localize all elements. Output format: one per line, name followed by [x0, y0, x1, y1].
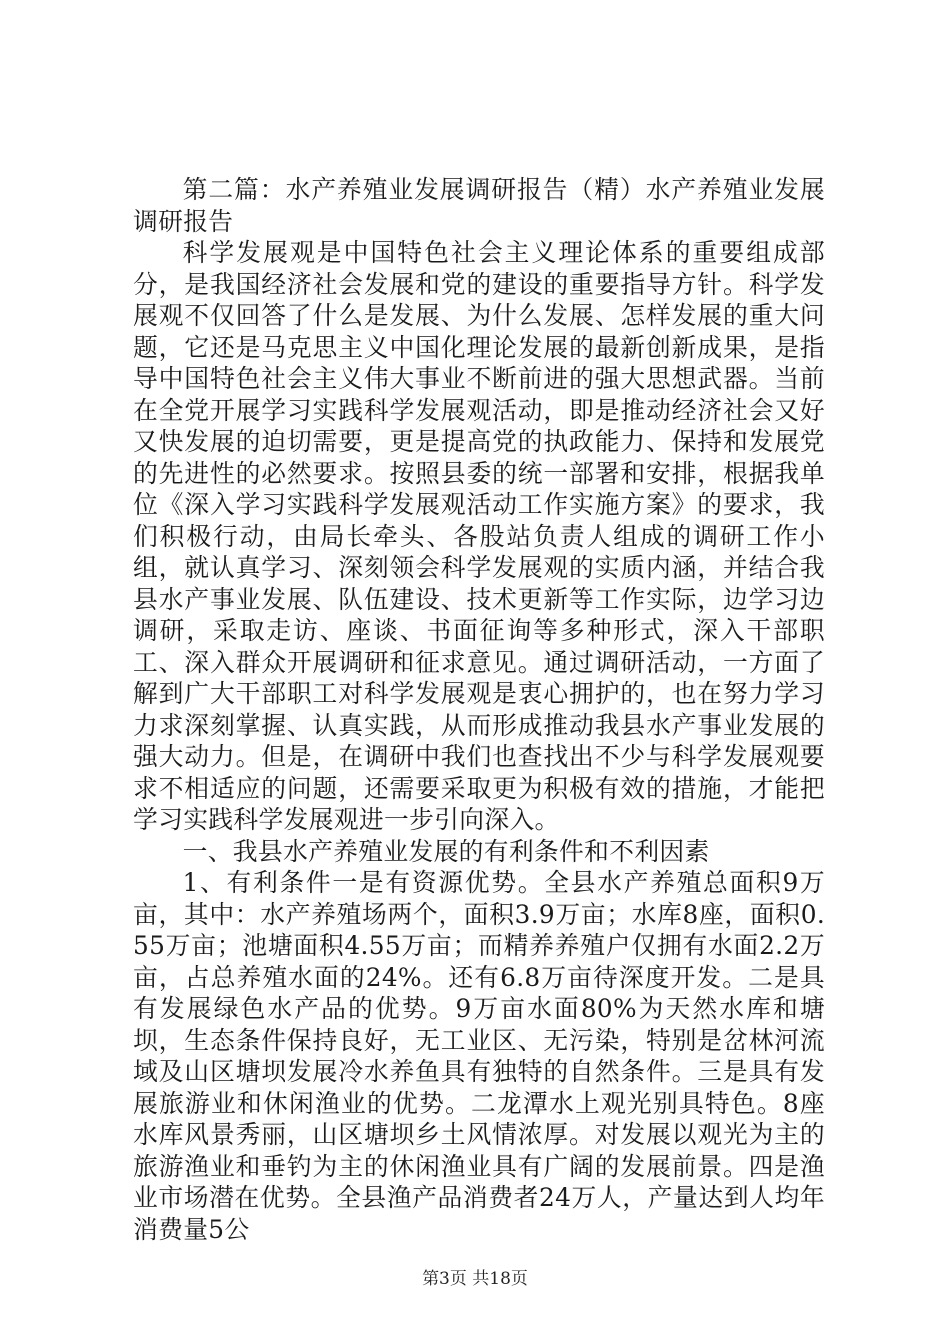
section-heading: 一、我县水产养殖业发展的有利条件和不利因素 [182, 836, 710, 866]
page-footer: 第3页 共18页 [422, 1269, 528, 1289]
body-paragraph-intro: 科学发展观是中国特色社会主义理论体系的重要组成部分，是我国经济社会发展和党的建设的重要指导方针。科学发展观不仅回答了什么是发展、为什么发展、怎样发展的重大问题，它还是马克思主义中国化理论发展的最新创新成果，是指导中国特色社会主义伟大事业不断前进的强大思想武器。当前在全党开展学习实践科学发展观活动，即是推动经济社会又好又快发展的迫切需要，更是提高党的执政能力、保持和发展党的先进性的必然要求。按照县委的统一部署和安排，根据我单位《深入学习实践科学发展观活动工作实施方案》的要求，我们积极行动，由局长牵头、各股站负责人组成的调研工作小组，就认真学习、深刻领会科学发展观的实质内涵，并结合我县水产事业发展、队伍建设、技术更新等工作实际，边学习边调研，采取走访、座谈、书面征询等多种形式，深入干部职工、深入群众开展调研和征求意见。通过调研活动，一方面了解到广大干部职工对科学发展观是衷心拥护的，也在努力学习力求深刻掌握、认真实践，从而形成推动我县水产事业发展的强大动力。但是，在调研中我们也查找出不少与科学发展观要求不相适应的问题，还需要采取更为积极有效的措施，才能把学习实践科学发展观进一步引向深入。 [133, 238, 825, 834]
document-body [133, 174, 825, 1245]
document-title-paragraph: 第二篇：水产养殖业发展调研报告（精）水产养殖业发展调研报告 [133, 175, 825, 236]
body-paragraph-advantages: 1、有利条件一是有资源优势。全县水产养殖总面积9万亩，其中：水产养殖场两个，面积3.9万亩；水库8座，面积0.55万亩；池塘面积4.55万亩；而精养养殖户仅拥有水面2.2万亩，占总养殖水面的24%。还有6.8万亩待深度开发。二是具有发展绿色水产品的优势。9万亩水面80%为天然水库和塘坝，生态条件保持良好，无工业区、无污染，特别是岔林河流域及山区塘坝发展冷水养鱼具有独特的自然条件。三是具有发展旅游业和休闲渔业的优势。二龙潭水上观光别具特色。8座水库风景秀丽，山区塘坝乡土风情浓厚。对发展以观光为主的旅游渔业和垂钓为主的休闲渔业具有广阔的发展前景。四是渔业市场潜在优势。全县渔产品消费者24万人，产量达到人均年消费量5公 [133, 868, 825, 1244]
